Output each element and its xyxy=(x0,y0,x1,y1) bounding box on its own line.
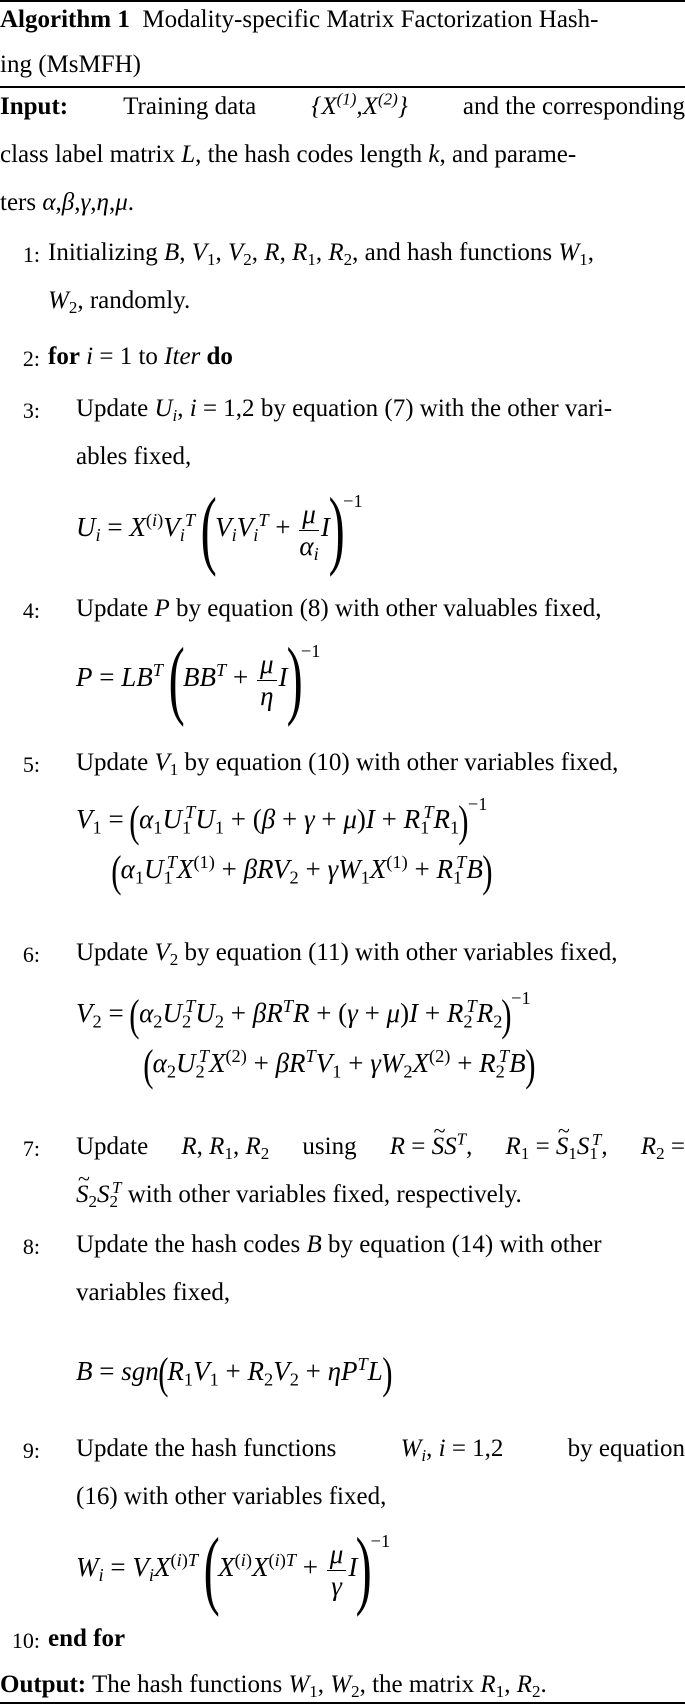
input-line-1: Input: Training data $\{X^{(1)},X^{(2)}\}$ and the corresponding xyxy=(0,89,685,120)
output-line: Output: The hash functions $W_1$, $W_2$, the matrix $R_1$, $R_2$. xyxy=(0,1671,547,1701)
step-5-line-1: Update $V_1$ by equation (10) with other variables fixed, xyxy=(76,749,619,779)
step-7-line-2: ~ $S_2S_2^T$ with other variables fixed, respectively. xyxy=(76,1182,685,1207)
step-7-line-1: Update R, $R_1$, $R_2$ using R = ~ $SS^T$, $R_1$ = ~ $S_1S_1^T$, $R_2$ = xyxy=(76,1134,685,1159)
step-number: 9: xyxy=(22,1438,40,1463)
step-number: 5: xyxy=(22,752,40,777)
step-number: 10: xyxy=(11,1628,40,1653)
algorithm-label: Algorithm 1 xyxy=(0,6,130,33)
algorithm-title: Modality-specific Matrix Factorization Hash- xyxy=(142,6,599,33)
step-number: 2: xyxy=(22,346,40,371)
step-number: 3: xyxy=(22,398,40,423)
step-6-line-1: Update $V_2$ by equation (11) with other variables fixed, xyxy=(76,939,618,969)
step-9-line-1: Update the hash functions $W_i$, i = 1,2 by equation xyxy=(76,1435,685,1465)
equation-u: $U_i = X^{(i)}V_i^T$ ($V_iV_i^T$ + $\frac{\mu}{\alpha_i}$ I)$^{-1}$ xyxy=(76,481,363,578)
step-3-line-1: Update $U_i$, i = 1,2 by equation (7) with the other vari- xyxy=(76,395,613,425)
algorithm-title-line-2: ing (MsMFH) xyxy=(0,51,141,78)
input-label: Input: xyxy=(0,93,69,120)
step-8-line-2: variables fixed, xyxy=(76,1279,231,1306)
step-4-line-1: Update P by equation (8) with other valuables fixed, xyxy=(76,595,602,622)
step-number: 6: xyxy=(22,942,40,967)
equation-v1-line-2: $(\alpha_1U_1^TX^{(1)} + \beta RV_2 + \gamma W_1X^{(1)} + R_1^TB)$ xyxy=(111,847,493,896)
step-10-line: end for xyxy=(48,1625,126,1652)
equation-p: $P = LB^T$ ($BB^T$ + $\frac{\mu}{\eta}$ I)$^{-1}$ xyxy=(76,631,321,728)
bottom-rule xyxy=(0,1702,685,1704)
top-rule xyxy=(0,0,685,2)
equation-v2-line-1: $V_2 = (\alpha_2U_2^TU_2 + \beta R^TR + (\gamma + \mu)I + R_2^TR_2)^{-1}$ xyxy=(76,987,531,1040)
step-number: 4: xyxy=(22,598,40,623)
input-line-2: class label matrix L, the hash codes length k, and parame- xyxy=(0,141,577,168)
step-1-line-2: $W_2$, randomly. xyxy=(48,287,191,317)
step-1-line-1: Initializing B, $V_1$, $V_2$, R, $R_1$, $R_2$, and hash functions $W_1$, xyxy=(48,239,594,269)
output-label: Output: xyxy=(0,1671,87,1698)
equation-v1-line-1: $V_1 = (\alpha_1U_1^TU_1 + (\beta + \gamma + \mu)I + R_1^TR_1)^{-1}$ xyxy=(76,793,488,846)
step-number: 1: xyxy=(22,242,40,267)
step-9-line-2: (16) with other variables fixed, xyxy=(76,1483,387,1510)
step-number: 7: xyxy=(22,1136,40,1161)
step-8-line-1: Update the hash codes B by equation (14) with other xyxy=(76,1231,602,1258)
algorithm-title-line-1 xyxy=(0,7,685,32)
input-line-3: ters α,β,γ,η,μ. xyxy=(0,189,135,216)
step-3-line-2: ables fixed, xyxy=(76,443,192,470)
equation-v2-line-2: $(\alpha_2U_2^TX^{(2)} + \beta R^TV_1 + \gamma W_2X^{(2)} + R_2^TB)$ xyxy=(143,1041,536,1090)
equation-b: $B = sgn(R_1V_1 + R_2V_2 + \eta P^TL)$ xyxy=(76,1349,393,1398)
step-2-line: for i = 1 to Iter do xyxy=(48,343,233,370)
step-number: 8: xyxy=(22,1234,40,1259)
header-rule xyxy=(0,86,685,88)
equation-w: $W_i = V_iX^{(i)T}$ ($X^{(i)}X^{(i)T}$ + $\frac{\mu}{\gamma}$ I)$^{-1}$ xyxy=(76,1521,391,1618)
